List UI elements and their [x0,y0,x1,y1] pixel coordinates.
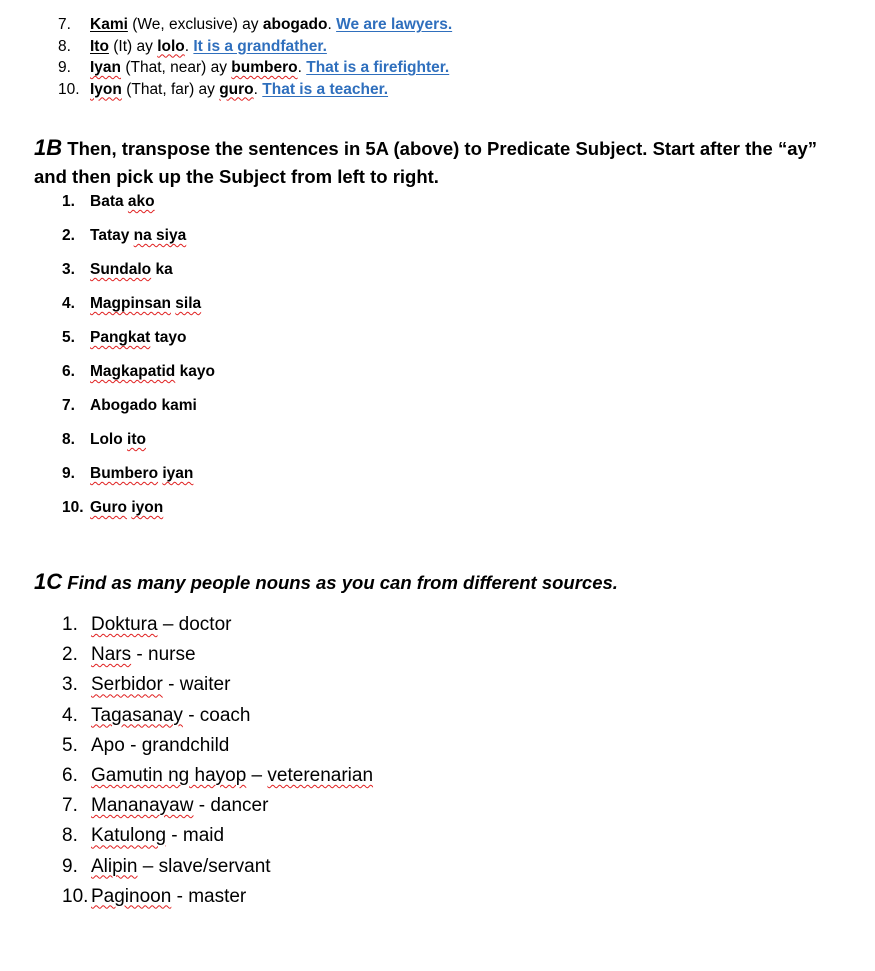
list-item: 6. Magkapatid kayo [62,363,215,380]
translation-link[interactable]: We are lawyers. [336,16,453,33]
list-item: 1. Bata ako [62,193,155,210]
list-item: 8. Ito (It) ay lolo. It is a grandfather. [58,37,327,55]
section-1b-tag: 1B [34,135,63,160]
section-1b-instructions: Then, transpose the sentences in 5A (above) to Predicate Subject. Start after the “ay” and then pick up the Subject from left to right. [34,138,818,187]
section-1c-instructions: Find as many people nouns as you can from different sources. [67,572,618,593]
translation-link[interactable]: That is a firefighter. [306,59,450,76]
list-item: 2. Nars - nurse [62,644,196,666]
list-item: 4. Magpinsan sila [62,295,202,312]
list-item: 7. Mananayaw - dancer [62,795,269,817]
predicate-word: abogado [262,16,328,33]
subject-word: Ito [90,37,109,55]
list-item: 3. Serbidor - waiter [62,674,231,696]
list-item: 10. Iyon (That, far) ay guro. That is a teacher. [58,80,389,98]
section-1c-heading [34,568,854,597]
predicate-word: guro [219,80,254,98]
subject-word: Iyon [90,80,122,98]
list-item: 6. Gamutin ng hayop – veterenarian [62,764,374,786]
list-item: 5. Pangkat tayo [62,329,187,346]
list-item: 5. Apo - grandchild [62,734,230,756]
subject-word: Iyan [90,59,122,76]
list-item: 8. Lolo ito [62,431,146,448]
predicate-word: bumbero [231,59,298,76]
list-item: 9. Bumbero iyan [62,465,194,482]
subject-word: Kami [90,16,128,33]
list-item: 2. Tatay na siya [62,227,187,244]
list-item: 7. Abogado kami [62,397,197,414]
translation-link[interactable]: That is a teacher. [262,80,389,98]
list-item: 9. Alipin – slave/servant [62,855,271,877]
predicate-word: lolo [157,37,185,55]
list-item: 7. Kami (We, exclusive) ay abogado. We are lawyers. [58,16,453,33]
list-item: 3. Sundalo ka [62,261,173,278]
list-item: 1. Doktura – doctor [62,614,232,635]
section-1b-list [62,190,215,530]
translation-link[interactable]: It is a grandfather. [193,37,327,55]
list-item: 4. Tagasanay - coach [62,704,251,726]
list-item: 8. Katulong - maid [62,825,225,847]
section-1b-heading [34,134,854,191]
list-item: 10. Guro iyon [62,499,164,516]
section-1c-tag: 1C [34,569,63,594]
section-1a-list [58,14,858,100]
list-item: 10. Paginoon - master [62,885,247,907]
section-1c-list [62,612,373,914]
list-item: 9. Iyan (That, near) ay bumbero. That is a firefighter. [58,59,450,76]
